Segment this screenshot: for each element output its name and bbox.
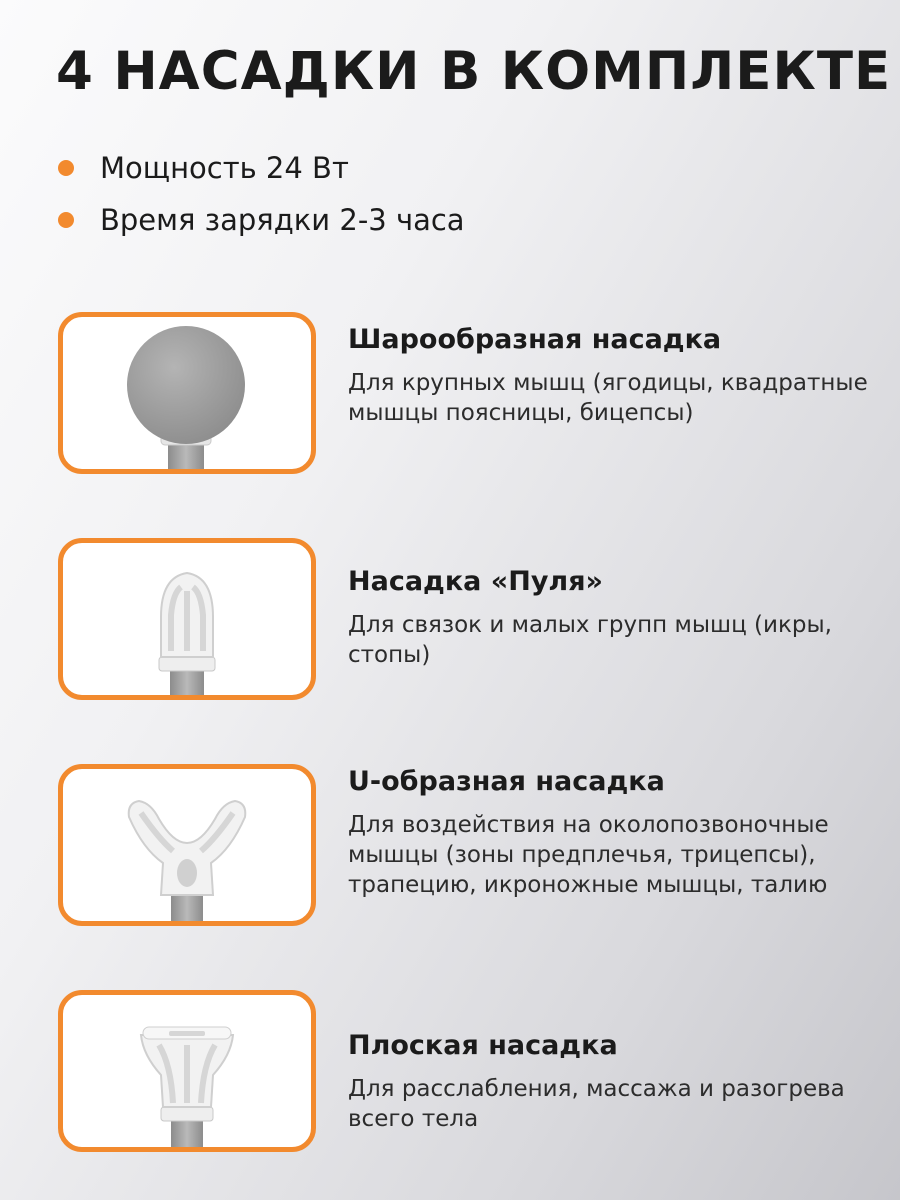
spec-text: Мощность 24 Вт bbox=[100, 151, 349, 185]
bullet-dot-icon bbox=[58, 160, 74, 176]
flat-attachment-icon bbox=[63, 995, 311, 1147]
attachment-card-flat bbox=[58, 990, 316, 1152]
attachment-card-ball bbox=[58, 312, 316, 474]
bullet-attachment-icon bbox=[63, 543, 311, 695]
attachment-info-flat bbox=[348, 1028, 868, 1134]
attachment-description: Для расслабления, массажа и разогрева всего тела bbox=[348, 1076, 845, 1132]
attachment-description: Для крупных мышц (ягодицы, квадратные мышцы поясницы, бицепсы) bbox=[348, 370, 868, 426]
ball-attachment-icon bbox=[63, 317, 311, 469]
spec-item-power bbox=[58, 145, 758, 197]
attachment-info-ball bbox=[348, 322, 868, 428]
attachment-title: Шарообразная насадка bbox=[348, 324, 722, 355]
attachment-title: Насадка «Пуля» bbox=[348, 566, 603, 597]
spec-list bbox=[58, 145, 758, 249]
attachment-description: Для воздействия на околопозвоночные мышцы (зоны предплечья, трицепсы), трапецию, икроножные мышцы, талию bbox=[348, 812, 829, 898]
spec-item-charge-time bbox=[58, 197, 758, 249]
spec-text: Время зарядки 2-3 часа bbox=[100, 203, 465, 237]
attachment-card-u-shaped bbox=[58, 764, 316, 926]
attachment-info-u-shaped bbox=[348, 764, 868, 900]
attachment-info-bullet bbox=[348, 564, 868, 670]
attachment-description: Для связок и малых групп мышц (икры, стопы) bbox=[348, 612, 832, 668]
page-title: 4 НАСАДКИ В КОМПЛЕКТЕ bbox=[56, 41, 892, 102]
attachment-title: U-образная насадка bbox=[348, 766, 665, 797]
bullet-dot-icon bbox=[58, 212, 74, 228]
u-shaped-attachment-icon bbox=[63, 769, 311, 921]
attachment-title: Плоская насадка bbox=[348, 1030, 618, 1061]
attachment-card-bullet bbox=[58, 538, 316, 700]
